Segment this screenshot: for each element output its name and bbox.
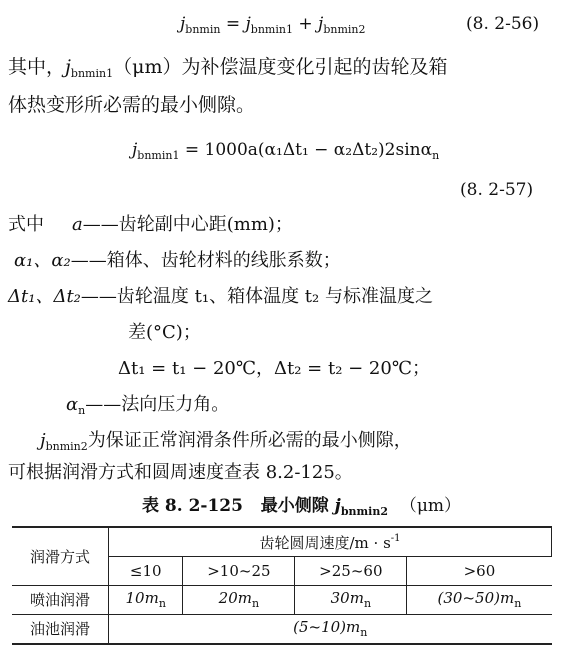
text: 10m [125, 589, 159, 608]
equation-8-2-57 [132, 140, 439, 162]
text: 20m [218, 589, 252, 608]
text: 其中， [8, 56, 66, 78]
table-cell [109, 586, 183, 615]
subscript: bnmin2 [323, 23, 366, 36]
subscript: bnmin1 [70, 67, 114, 80]
symbol-j: j [318, 14, 324, 34]
symbol-j: j [65, 56, 71, 78]
text: (30~50)m [437, 589, 515, 608]
subscript: n [514, 597, 522, 611]
text: 为保证正常润滑条件所必需的最小侧隙， [87, 430, 412, 451]
equation-number: (8. 2-57) [460, 180, 534, 200]
paragraph-line [40, 430, 412, 453]
row-label: 喷油润滑 [12, 586, 109, 615]
equation-8-2-56 [180, 14, 365, 36]
speed-col-header: >60 [407, 557, 552, 586]
min-backlash-table [12, 526, 552, 645]
table-row [12, 586, 552, 615]
plus-sign: + [292, 14, 319, 34]
text: ——箱体、齿轮材料的线胀系数； [70, 250, 341, 271]
paragraph-line [8, 56, 447, 80]
table-caption [142, 496, 461, 518]
text: 30m [330, 589, 364, 608]
text: 式中 [8, 214, 44, 235]
text: （μm）为补偿温度变化引起的齿轮及箱 [113, 56, 448, 78]
definition-alpha-n [66, 394, 229, 417]
table-row [12, 615, 552, 645]
table-title: 最小侧隙 [260, 496, 329, 516]
group-header-cell [109, 527, 552, 557]
paragraph-line: 可根据润滑方式和圆周速度查表 8.2-125。 [8, 462, 353, 483]
subscript: bnmin [185, 23, 221, 36]
text: (5~10)m [293, 618, 361, 637]
unit: （μm） [399, 496, 461, 516]
definition-delta-t [8, 286, 433, 308]
text: ——齿轮副中心距(mm)； [82, 214, 293, 235]
table-cell [295, 586, 407, 615]
text: ——齿轮温度 t₁、箱体温度 t₂ 与标准温度之 [80, 286, 433, 307]
speed-col-header: >25~60 [295, 557, 407, 586]
subscript: n [363, 597, 372, 611]
paragraph-line: 体热变形所必需的最小侧隙。 [8, 94, 256, 116]
subscript: bnmin1 [250, 23, 293, 36]
text: ——法向压力角。 [85, 394, 230, 415]
subscript: bnmin2 [45, 440, 88, 453]
subscript: n [78, 404, 86, 417]
subscript: n [251, 597, 260, 611]
symbol: α₁、α₂ [14, 250, 71, 271]
row-label: 油池润滑 [12, 615, 109, 645]
definition-a [8, 214, 293, 236]
subscript: bnmin1 [137, 149, 180, 162]
symbol-j: j [132, 140, 138, 160]
superscript: -1 [390, 532, 401, 544]
row-header-cell: 润滑方式 [12, 527, 109, 586]
speed-col-header: >10~25 [183, 557, 295, 586]
definition-alpha [14, 250, 341, 272]
symbol: α [66, 394, 79, 415]
table-cell-merged [109, 615, 552, 645]
table-number: 表 8. 2-125 [142, 496, 243, 516]
equation-number: (8. 2-56) [466, 14, 540, 34]
symbol-j: j [334, 496, 341, 516]
symbol: Δt₁、Δt₂ [8, 286, 81, 307]
table-cell [183, 586, 295, 615]
subscript: bnmin2 [340, 505, 388, 518]
symbol-j: j [40, 430, 46, 451]
symbol-j: j [245, 14, 251, 34]
subscript: n [158, 597, 166, 611]
table-header-row [12, 527, 552, 557]
symbol-j: j [180, 14, 186, 34]
speed-col-header: ≤10 [109, 557, 183, 586]
equation-body: = 1000a(α₁Δt₁ − α₂Δt₂)2sinα [179, 140, 433, 160]
symbol: a [72, 214, 83, 235]
subscript: n [360, 626, 368, 640]
equals-sign: = [220, 14, 246, 34]
definition-delta-t-formula: Δt₁ = t₁ − 20℃，Δt₂ = t₂ − 20℃； [118, 358, 430, 379]
text: 齿轮圆周速度/m · s [259, 533, 391, 552]
subscript: n [432, 149, 440, 162]
table-cell [407, 586, 552, 615]
definition-delta-t-line2: 差(°C)； [128, 322, 201, 343]
